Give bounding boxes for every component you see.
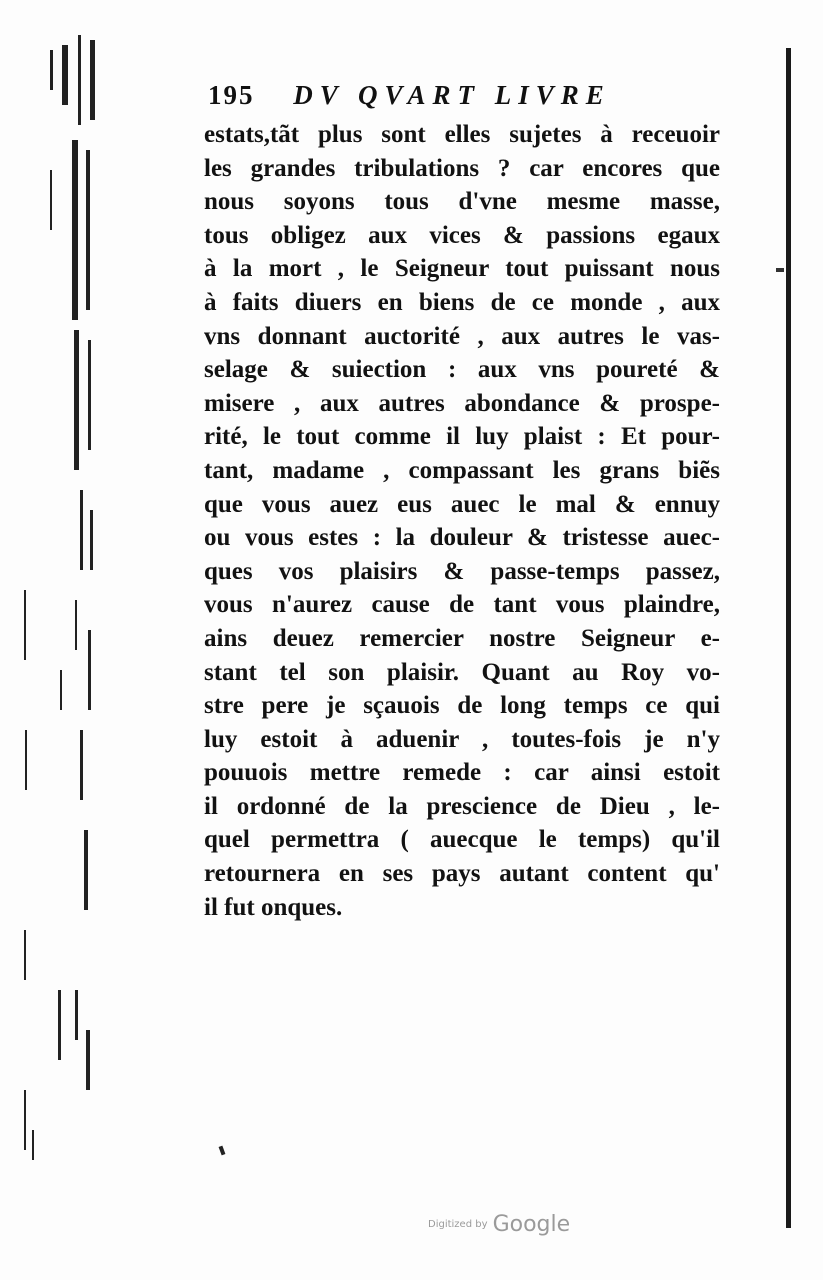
text-line: quel permettra ( auecque le temps) qu'il (204, 826, 720, 854)
ink-speck (219, 1146, 226, 1156)
text-line: il ordonné de la prescience de Dieu , le- (204, 792, 720, 820)
text-line: il fut onques. (204, 893, 343, 921)
text-line: ques vos plaisirs & passe-temps passez, (204, 557, 720, 585)
text-line: à la mort , le Seigneur tout puissant nous (204, 255, 720, 283)
text-line: tous obligez aux vices & passions egaux (204, 221, 720, 249)
text-line: que vous auez eus auec le mal & ennuy (204, 490, 720, 518)
text-line: selage & suiection : aux vns poureté & (204, 356, 720, 384)
text-line: luy estoit à aduenir , toutes-fois je n'y (204, 725, 720, 753)
text-line: ou vous estes : la douleur & tristesse auec- (204, 524, 720, 552)
page-edge-tick (776, 268, 784, 272)
text-line: nous soyons tous d'vne mesme masse, (204, 188, 720, 216)
text-line: vous n'aurez cause de tant vous plaindre, (204, 591, 720, 619)
text-line: rité, le tout comme il luy plaist : Et pour- (204, 423, 720, 451)
text-line: à faits diuers en biens de ce monde , aux (204, 288, 720, 316)
text-line: retournera en ses pays autant content qu' (204, 860, 720, 888)
text-line: stre pere je sçauois de long temps ce qui (204, 692, 720, 720)
text-line: tant, madame , compassant les grans biẽs (204, 456, 720, 484)
text-line: estats,tãt plus sont elles sujetes à receuoir (204, 121, 720, 148)
text-line: les grandes tribulations ? car encores que (204, 154, 720, 182)
text-line: pouuois mettre remede : car ainsi estoit (204, 759, 720, 787)
page-edge-line (786, 48, 791, 1228)
page-header (208, 80, 728, 120)
body-text (204, 118, 744, 924)
text-line: ains deuez remercier nostre Seigneur e- (204, 624, 720, 652)
text-line: vns donnant auctorité , aux autres le vas- (204, 322, 720, 350)
page-number: 195 (208, 80, 255, 110)
running-title: DV QVART LIVRE (293, 80, 611, 110)
gutter-scan-noise (20, 30, 110, 1170)
watermark-prefix: Digitized by (428, 1219, 488, 1230)
text-line: misere , aux autres abondance & prospe- (204, 389, 720, 417)
watermark-brand: Google (492, 1212, 571, 1237)
text-line: stant tel son plaisir. Quant au Roy vo- (204, 658, 720, 686)
digitized-watermark (428, 1212, 588, 1248)
